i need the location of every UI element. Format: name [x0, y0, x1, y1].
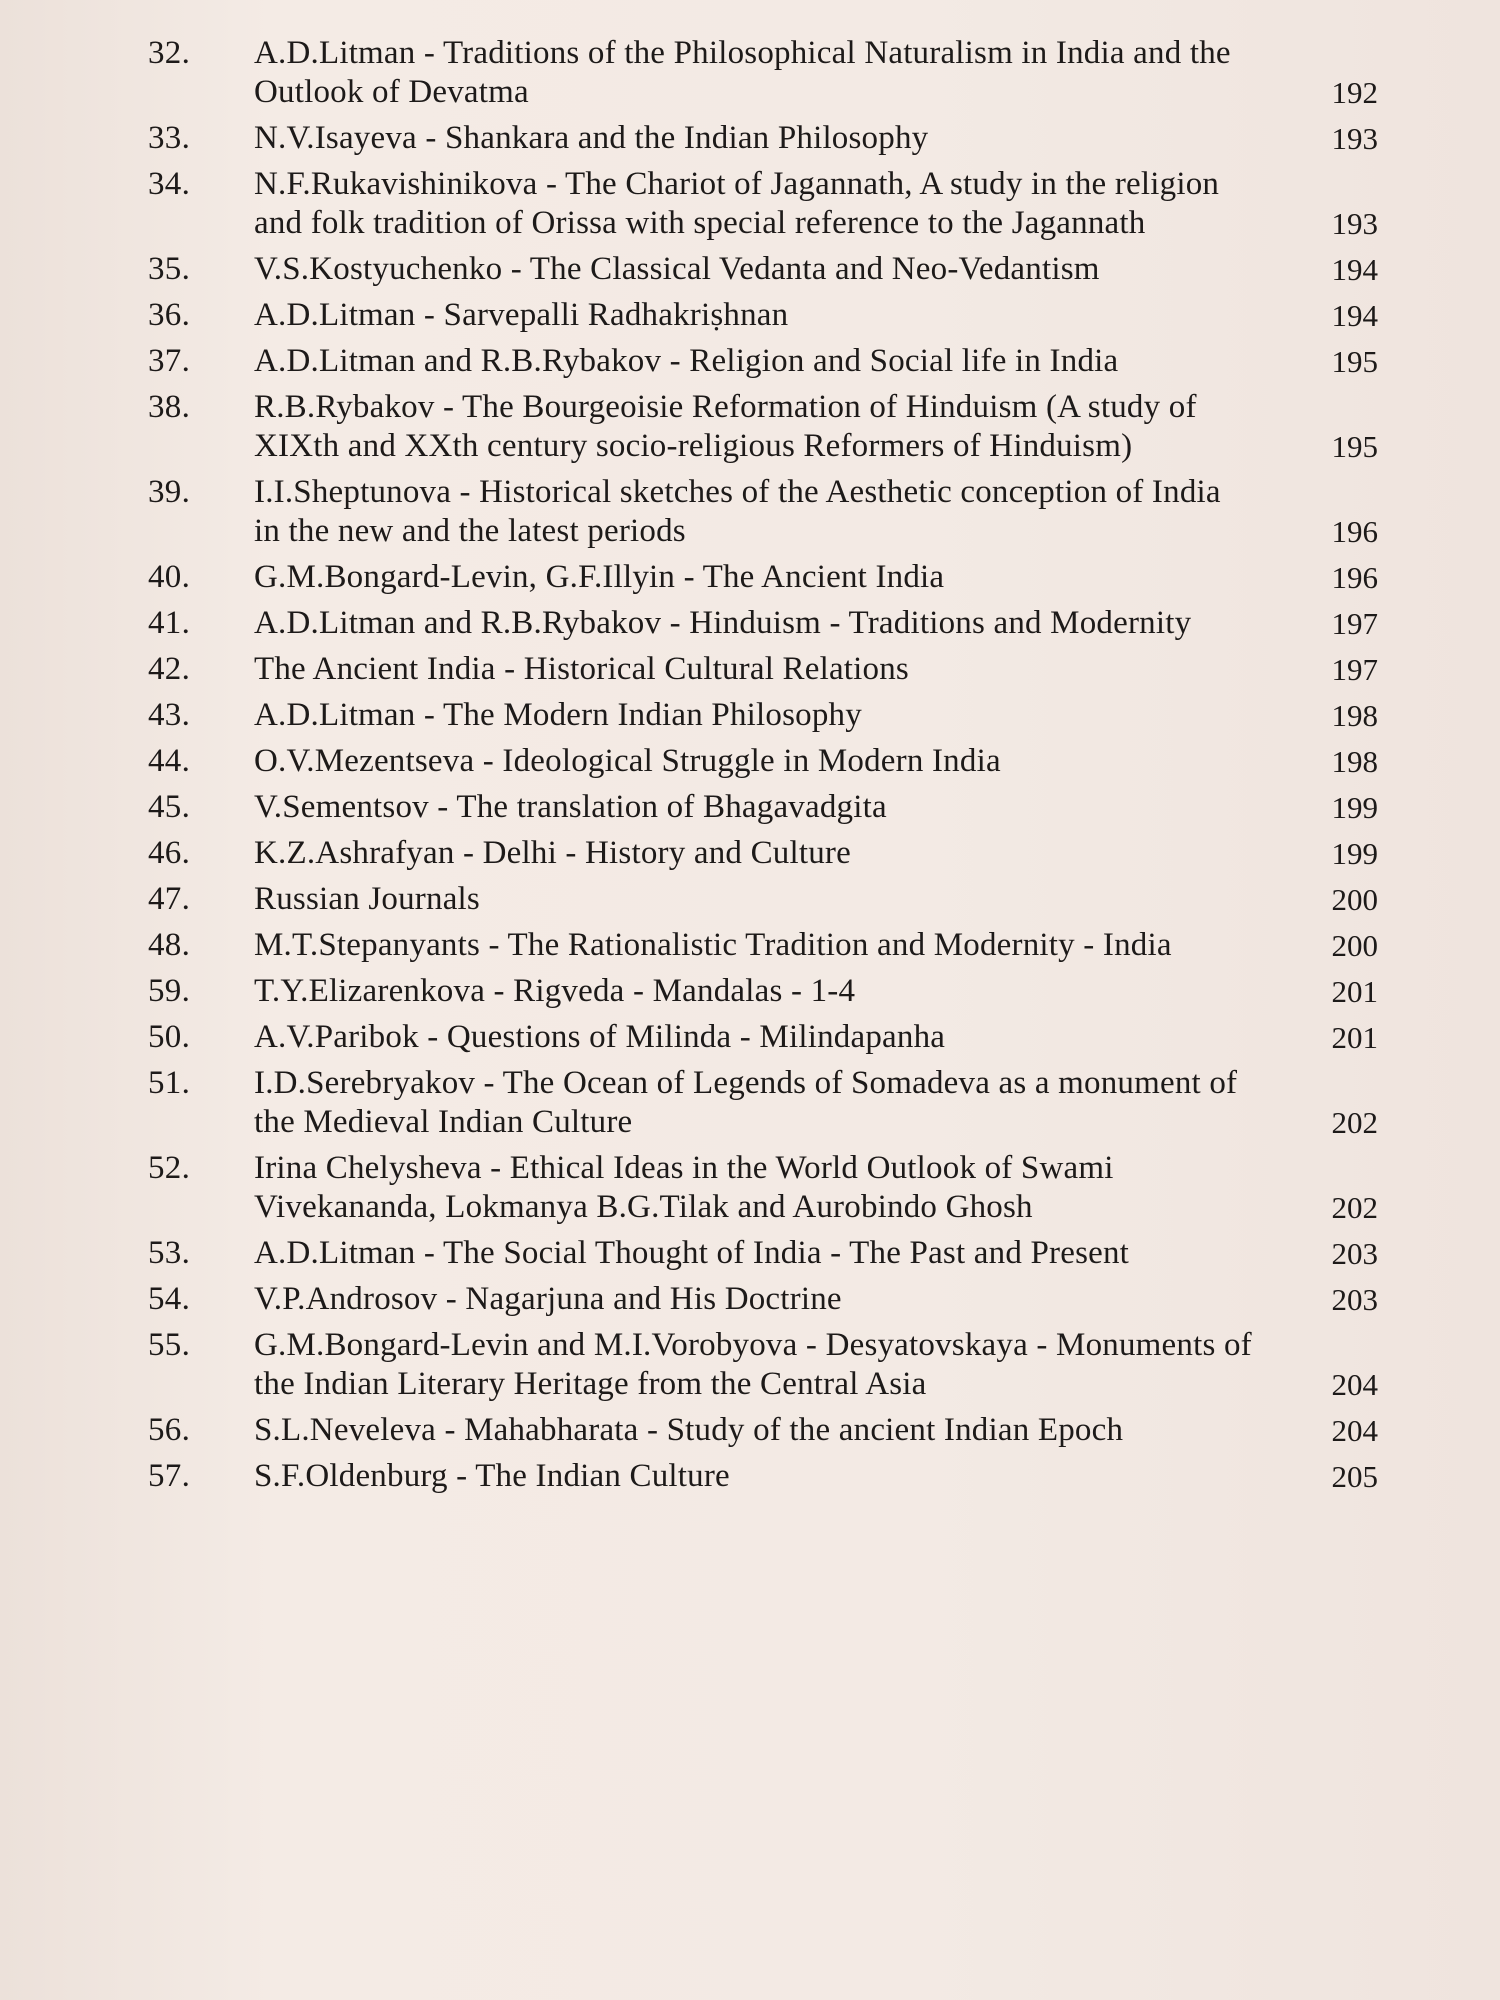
entry-number: 41.	[148, 605, 191, 641]
entry-page-number: 202	[1331, 1105, 1378, 1140]
entry-page-number: 205	[1331, 1459, 1378, 1494]
entry-title: V.P.Androsov - Nagarjuna and His Doctrine	[254, 1281, 842, 1317]
entry-title: Russian Journals	[254, 881, 480, 917]
toc-entry	[148, 1411, 1378, 1450]
entry-title: N.F.Rukavishinikova - The Chariot of Jagannath, A study in the religion and folk tradition of Orissa with special reference to the Jagannath	[254, 166, 1220, 241]
entry-page-number: 201	[1331, 974, 1378, 1009]
toc-entry	[148, 604, 1378, 643]
toc-entry	[148, 1234, 1378, 1273]
entry-title: V.S.Kostyuchenko - The Classical Vedanta and Neo-Vedantism	[254, 251, 1100, 287]
entry-number: 52.	[148, 1150, 191, 1186]
entry-page-number: 204	[1331, 1367, 1378, 1402]
entry-number: 37.	[148, 343, 191, 379]
entry-title: A.D.Litman - The Modern Indian Philosophy	[254, 697, 862, 733]
entry-page-number: 194	[1331, 298, 1378, 333]
entry-page-number: 204	[1331, 1413, 1378, 1448]
toc-entry	[148, 1149, 1378, 1227]
entry-title: M.T.Stepanyants - The Rationalistic Tradition and Modernity - India	[254, 927, 1172, 963]
toc-entry	[148, 1457, 1378, 1496]
entry-number: 48.	[148, 927, 191, 963]
entry-number: 34.	[148, 166, 191, 202]
toc-entry	[148, 34, 1378, 112]
entry-number: 32.	[148, 35, 191, 71]
entry-page-number: 196	[1331, 514, 1378, 549]
entry-page-number: 199	[1331, 836, 1378, 871]
entry-title: T.Y.Elizarenkova - Rigveda - Mandalas - 1-4	[254, 973, 856, 1009]
entry-title: G.M.Bongard-Levin, G.F.Illyin - The Ancient India	[254, 559, 945, 595]
entry-title: Irina Chelysheva - Ethical Ideas in the World Outlook of Swami Vivekananda, Lokmanya B.G.Tilak and Aurobindo Ghosh	[254, 1150, 1114, 1225]
entry-title: N.V.Isayeva - Shankara and the Indian Philosophy	[254, 120, 929, 156]
toc-entry	[148, 834, 1378, 873]
toc-entry	[148, 558, 1378, 597]
entry-title: A.D.Litman - Traditions of the Philosophical Naturalism in India and the Outlook of Devatma	[254, 35, 1231, 110]
toc-entry	[148, 742, 1378, 781]
entry-number: 57.	[148, 1458, 191, 1494]
entry-page-number: 202	[1331, 1190, 1378, 1225]
entry-number: 39.	[148, 474, 191, 510]
entry-number: 44.	[148, 743, 191, 779]
entry-page-number: 193	[1331, 206, 1378, 241]
entry-number: 54.	[148, 1281, 191, 1317]
entry-page-number: 194	[1331, 252, 1378, 287]
entry-number: 53.	[148, 1235, 191, 1271]
entry-number: 55.	[148, 1327, 191, 1363]
entry-title: A.V.Paribok - Questions of Milinda - Milindapanha	[254, 1019, 946, 1055]
toc-entry	[148, 788, 1378, 827]
entry-number: 42.	[148, 651, 191, 687]
entry-number: 40.	[148, 559, 191, 595]
toc-entry	[148, 926, 1378, 965]
toc-entry	[148, 388, 1378, 466]
toc-entry	[148, 473, 1378, 551]
toc-entry	[148, 1018, 1378, 1057]
toc-entry	[148, 342, 1378, 381]
entry-page-number: 198	[1331, 744, 1378, 779]
entry-title: A.D.Litman and R.B.Rybakov - Hinduism - Traditions and Modernity	[254, 605, 1192, 641]
toc-entry	[148, 296, 1378, 335]
toc-entry	[148, 696, 1378, 735]
entry-title: S.F.Oldenburg - The Indian Culture	[254, 1458, 730, 1494]
entry-page-number: 192	[1331, 75, 1378, 110]
entry-number: 46.	[148, 835, 191, 871]
entry-title: A.D.Litman and R.B.Rybakov - Religion and Social life in India	[254, 343, 1119, 379]
toc-entry	[148, 1326, 1378, 1404]
toc-entry	[148, 165, 1378, 243]
table-of-contents	[148, 34, 1378, 1496]
entry-page-number: 203	[1331, 1282, 1378, 1317]
entry-page-number: 199	[1331, 790, 1378, 825]
entry-number: 36.	[148, 297, 191, 333]
entry-title: I.D.Serebryakov - The Ocean of Legends of Somadeva as a monument of the Medieval Indian Culture	[254, 1065, 1238, 1140]
entry-title: R.B.Rybakov - The Bourgeoisie Reformation of Hinduism (A study of XIXth and XXth century socio-religious Reformers of Hinduism)	[254, 389, 1197, 464]
entry-page-number: 195	[1331, 344, 1378, 379]
entry-number: 38.	[148, 389, 191, 425]
entry-number: 56.	[148, 1412, 191, 1448]
toc-entry	[148, 1280, 1378, 1319]
entry-title: V.Sementsov - The translation of Bhagavadgita	[254, 789, 887, 825]
entry-page-number: 200	[1331, 928, 1378, 963]
entry-number: 43.	[148, 697, 191, 733]
entry-title: G.M.Bongard-Levin and M.I.Vorobyova - Desyatovskaya - Monuments of the Indian Literary Heritage from the Central Asia	[254, 1327, 1252, 1402]
toc-entry	[148, 250, 1378, 289]
entry-number: 45.	[148, 789, 191, 825]
entry-number: 51.	[148, 1065, 191, 1101]
entry-title: K.Z.Ashrafyan - Delhi - History and Culture	[254, 835, 851, 871]
entry-number: 59.	[148, 973, 191, 1009]
toc-entry	[148, 972, 1378, 1011]
entry-title: The Ancient India - Historical Cultural Relations	[254, 651, 909, 687]
entry-page-number: 200	[1331, 882, 1378, 917]
entry-title: A.D.Litman - Sarvepalli Radhakriṣhnan	[254, 297, 789, 333]
entry-title: O.V.Mezentseva - Ideological Struggle in Modern India	[254, 743, 1001, 779]
entry-page-number: 197	[1331, 606, 1378, 641]
toc-entry	[148, 1064, 1378, 1142]
entry-page-number: 196	[1331, 560, 1378, 595]
toc-entry	[148, 880, 1378, 919]
entry-page-number: 197	[1331, 652, 1378, 687]
entry-number: 33.	[148, 120, 191, 156]
entry-number: 35.	[148, 251, 191, 287]
entry-title: S.L.Neveleva - Mahabharata - Study of the ancient Indian Epoch	[254, 1412, 1124, 1448]
entry-number: 47.	[148, 881, 191, 917]
entry-page-number: 203	[1331, 1236, 1378, 1271]
entry-number: 50.	[148, 1019, 191, 1055]
toc-entry	[148, 119, 1378, 158]
toc-entry	[148, 650, 1378, 689]
entry-page-number: 201	[1331, 1020, 1378, 1055]
entry-title: I.I.Sheptunova - Historical sketches of the Aesthetic conception of India in the new and the latest periods	[254, 474, 1221, 549]
entry-page-number: 195	[1331, 429, 1378, 464]
entry-page-number: 193	[1331, 121, 1378, 156]
entry-page-number: 198	[1331, 698, 1378, 733]
entry-title: A.D.Litman - The Social Thought of India - The Past and Present	[254, 1235, 1130, 1271]
